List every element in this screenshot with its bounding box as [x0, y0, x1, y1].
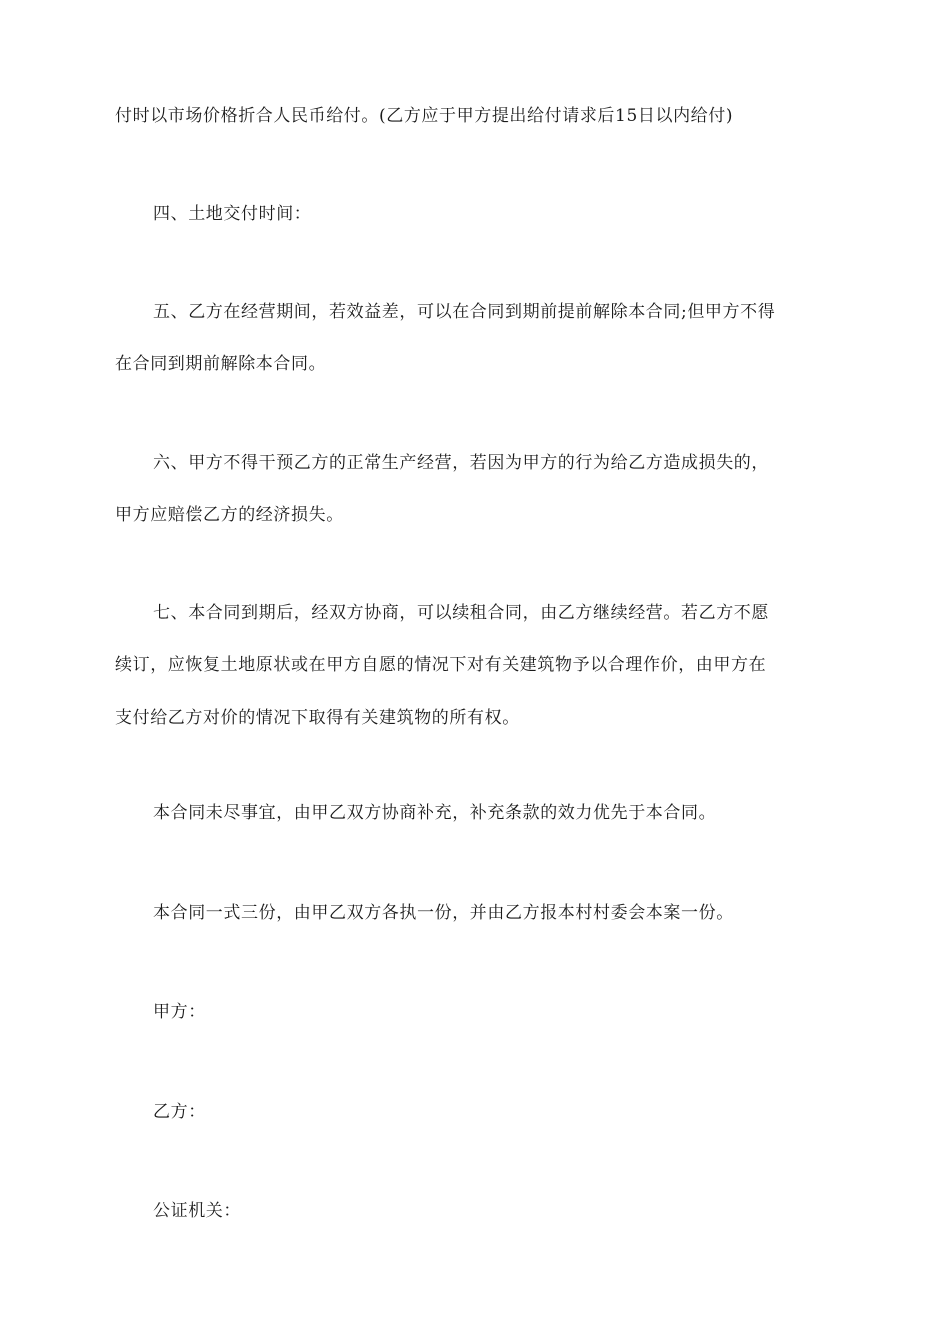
clause-5-early-termination: 五、乙方在经营期间，若效益差，可以在合同到期前提前解除本合同;但甲方不得 — [153, 302, 776, 322]
clause-5-continuation: 在合同到期前解除本合同。 — [115, 354, 327, 374]
clause-6-no-interference: 六、甲方不得干预乙方的正常生产经营，若因为甲方的行为给乙方造成损失的， — [153, 453, 769, 473]
clause-7-renewal: 七、本合同到期后，经双方协商，可以续租合同，由乙方继续经营。若乙方不愿 — [153, 603, 769, 623]
copies-clause: 本合同一式三份，由甲乙双方各执一份，并由乙方报本村村委会本案一份。 — [153, 903, 734, 923]
clause-4-land-delivery-time: 四、土地交付时间： — [153, 204, 312, 224]
clause-7-continuation-2: 支付给乙方对价的情况下取得有关建筑物的所有权。 — [115, 708, 520, 728]
party-b-signature-label: 乙方： — [153, 1102, 206, 1122]
clause-3-payment-continuation: 付时以市场价格折合人民币给付。(乙方应于甲方提出给付请求后15日以内给付) — [115, 106, 734, 126]
notary-signature-label: 公证机关： — [153, 1201, 241, 1221]
supplementary-clause: 本合同未尽事宜，由甲乙双方协商补充，补充条款的效力优先于本合同。 — [153, 803, 717, 823]
clause-7-continuation-1: 续订，应恢复土地原状或在甲方自愿的情况下对有关建筑物予以合理作价，由甲方在 — [115, 655, 767, 675]
party-a-signature-label: 甲方： — [153, 1002, 206, 1022]
clause-6-continuation: 甲方应赔偿乙方的经济损失。 — [115, 505, 344, 525]
